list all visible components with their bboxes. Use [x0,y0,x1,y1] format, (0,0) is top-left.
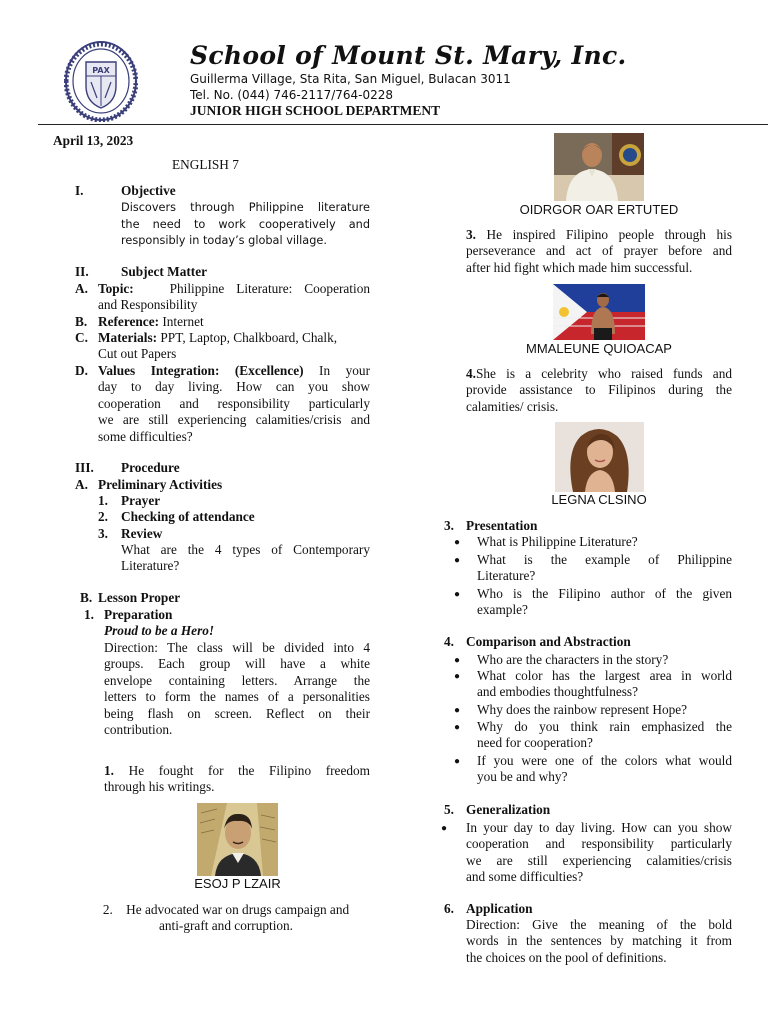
application-direction: Direction: Give the meaning of the bold words in the sentences by matching it from the choices on the pool of definitions. [466,917,732,965]
list-letter: A. [75,477,88,492]
list-letter: B. [75,314,88,329]
presentation-question: What is Philippine Literature? [477,534,638,549]
materials-item: Materials: PPT, Laptop, Chalkboard, Chalk, Cut out Papers [98,330,338,362]
section-number: 3. [444,518,454,533]
objective-text: Discovers through Philippine literature the need to work cooperatively and responsibly in today’s global village. [121,201,370,247]
activity-attendance: Checking of attendance [121,509,255,524]
activity-name: Proud to be a Hero! [104,623,215,638]
section-title-generalization: Generalization [466,802,551,817]
reference-item: Reference: Internet [98,314,204,329]
bullet-icon: ● [454,671,461,682]
comparison-question: What color has the largest area in world and embodies thoughtfulness? [477,668,732,700]
preliminary-activities-title: Preliminary Activities [98,477,223,492]
list-letter: D. [75,363,88,378]
bullet-icon: ● [454,655,461,666]
section-number: 6. [444,901,454,916]
header-divider [38,124,768,125]
clue-2: 2. He advocated war on drugs campaign and anti-graft and corruption. [102,902,350,934]
portrait-image-4 [555,422,644,492]
section-number: I. [75,183,84,198]
lesson-date: April 13, 2023 [53,133,134,148]
activity-review: Review [121,526,163,541]
school-telephone: Tel. No. (044) 746-2117/764-0228 [190,88,394,102]
section-number: 5. [444,802,454,817]
clue-4: 4.She is a celebrity who raised funds and provide assistance to Filipinos during the calamities/ crisis. [466,366,732,414]
section-title-objective: Objective [121,183,176,198]
comparison-question: Why does the rainbow represent Hope? [477,702,688,717]
bullet-icon: ● [454,756,461,767]
section-title-application: Application [466,901,533,916]
answer-label-4: LEGNA CLSINO [551,492,647,507]
clue-1: 1. He fought for the Filipino freedom through his writings. [104,763,370,795]
bullet-icon: ● [454,589,461,600]
svg-text:PAX: PAX [92,66,110,75]
activity-prayer: Prayer [121,493,161,508]
comparison-question: Why do you think rain emphasized the need for cooperation? [477,719,732,751]
department-title: JUNIOR HIGH SCHOOL DEPARTMENT [190,103,441,118]
portrait-image-2 [554,133,644,201]
list-letter: A. [75,281,88,296]
list-number: 3. [98,526,108,541]
list-number: 1. [98,493,108,508]
bullet-icon: ● [454,705,461,716]
bullet-icon: ● [441,823,448,834]
topic-item: Topic: Philippine Literature: Cooperation and Responsibility [98,281,370,313]
section-title-comparison: Comparison and Abstraction [466,634,631,649]
subject-title: ENGLISH 7 [172,157,239,172]
list-number: 2. [98,509,108,524]
preparation-title: Preparation [104,607,173,622]
school-address: Guillerma Village, Sta Rita, San Miguel, Bulacan 3011 [190,72,511,86]
bullet-icon: ● [454,555,461,566]
bullet-icon: ● [454,722,461,733]
list-letter: C. [75,330,88,345]
portrait-image-3 [553,284,645,340]
list-letter: B. [80,590,93,605]
list-number: 1. [84,607,94,622]
school-logo [64,40,138,122]
clue-3: 3. He inspired Filipino people through his perseverance and act of prayer before and after hid fight which made him successful. [466,227,732,275]
answer-label-2: OIDRGOR OAR ERTUTED [519,202,679,217]
lesson-proper-title: Lesson Proper [98,590,181,605]
school-name: School of Mount St. Mary, Inc. [190,41,627,70]
section-number: II. [75,264,89,279]
review-question: What are the 4 types of Contemporary Literature? [121,542,370,574]
portrait-image-1 [197,803,278,876]
generalization-text: In your day to day living. How can you show cooperation and responsibility particularly we are still experiencing calamities/crisis and some difficulties? [466,820,732,885]
presentation-question: What is the example of Philippine Literature? [477,552,732,584]
answer-label-3: MMALEUNE QUIOACAP [526,341,672,356]
bullet-icon: ● [454,537,461,548]
comparison-question: If you were one of the colors what would you be and why? [477,753,732,785]
section-title-presentation: Presentation [466,518,538,533]
presentation-question: Who is the Filipino author of the given example? [477,586,732,618]
preparation-direction: Direction: The class will be divided into 4 groups. Each group will have a white envelope containing letters. Arrange the letters to form the names of a personalities being flash on screen. Reflect on their contribution. [104,640,370,738]
comparison-question: Who are the characters in the story? [477,652,669,667]
answer-label-1: ESOJ P LZAIR [194,876,281,891]
section-number: III. [75,460,94,475]
section-title-procedure: Procedure [121,460,180,475]
section-title-subject-matter: Subject Matter [121,264,208,279]
section-number: 4. [444,634,454,649]
values-integration-item: Values Integration: (Excellence) In your day to day living. How can you show cooperation and responsibility particularly we are still experiencing calamities/crisis and some difficulties? [98,363,370,444]
